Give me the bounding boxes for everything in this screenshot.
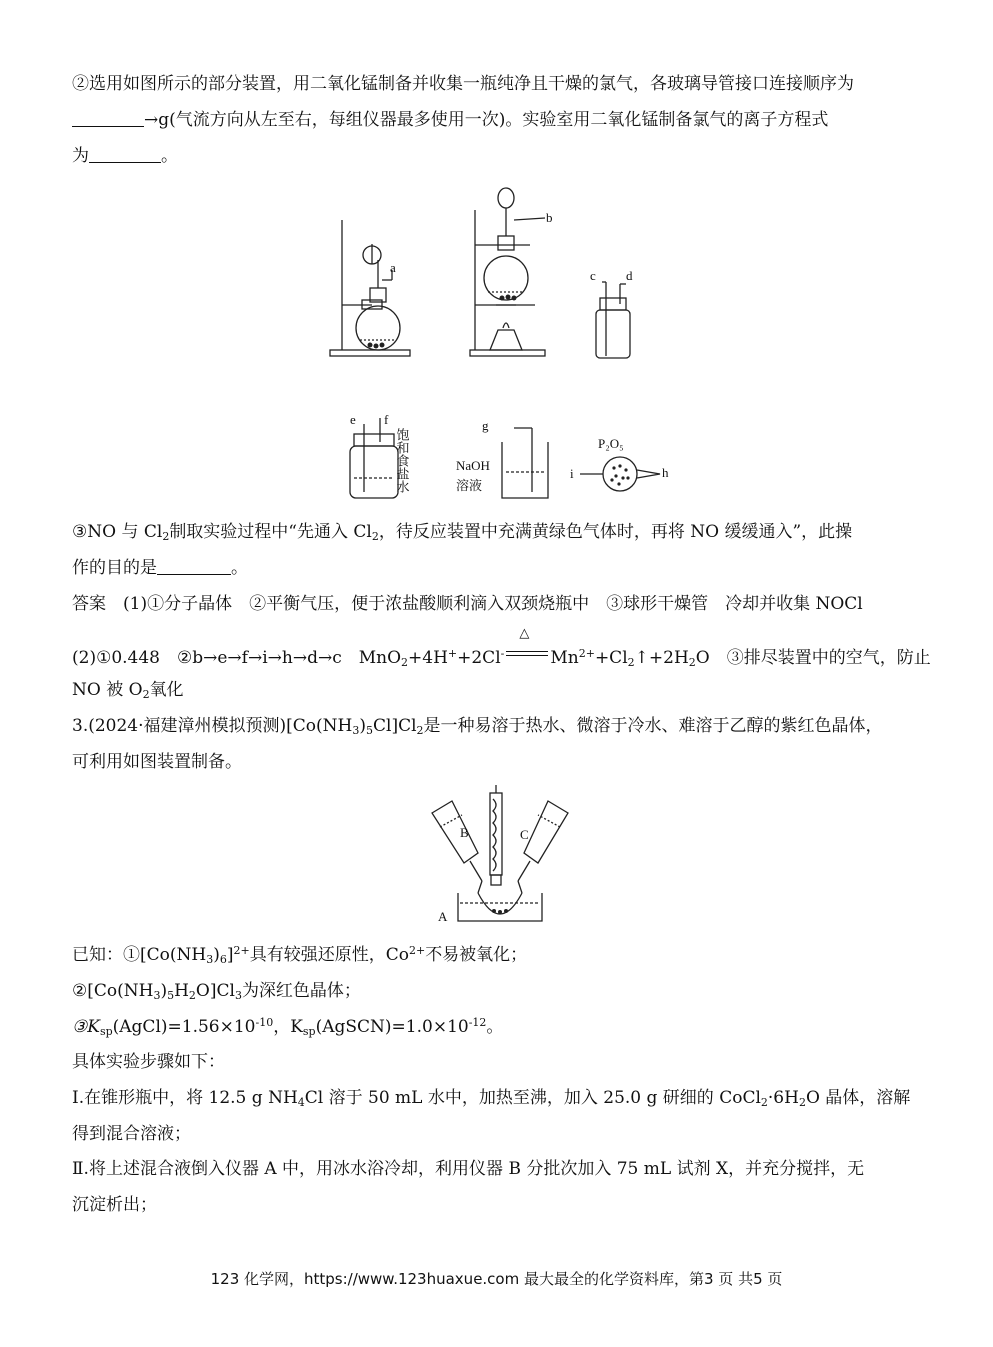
apparatus-figure-1 [320, 180, 690, 510]
known-3: $③K_{sp}(AgCl)=1.56\times 10^{-10}$，$K_{sp}(AgSCN)=1.0\times 10^{-12}$。 [72, 1016, 504, 1038]
step-2-line-2: 沉淀析出； [72, 1195, 157, 1215]
instrument-b-label: B [460, 825, 469, 840]
answer-line-3: NO 被 $O_2$氧化 [72, 680, 184, 701]
known-1: 已知：$①[Co(NH_3)_6]^{2+}$具有较强还原性，$Co^{2+}$不易被氧化； [72, 944, 528, 966]
p2o5-label: P₂O₅ [598, 436, 624, 451]
q2-line-1: ②选用如图所示的部分装置，用二氧化锰制备并收集一瓶纯净且干燥的氯气，各玻璃导管接口连接顺序为 [72, 74, 854, 94]
port-g-label: g [482, 418, 489, 433]
answer-blank[interactable] [72, 110, 144, 127]
step-1-line-1: Ⅰ.在锥形瓶中，将 12.5 g $NH_4Cl$ 溶于 50 mL 水中，加热至沸，加入 25.0 g 研细的 $CoCl_2\cdot 6H_2O$ 晶体，溶解 [72, 1088, 911, 1109]
q3-line-1: ③NO 与 $Cl_2$制取实验过程中“先通入 $Cl_2$，待反应装置中充满黄绿色气体时，再将 NO 缓缓通入”，此操 [72, 522, 853, 543]
port-e-label: e [350, 412, 356, 427]
step-1-line-2: 得到混合溶液； [72, 1124, 191, 1144]
q3-line-2: 作的目的是 。 [72, 558, 248, 578]
q2-line-2: →g(气流方向从左至右，每组仪器最多使用一次)。实验室用二氧化锰制备氯气的离子方程式 [72, 109, 828, 131]
port-i-label: i [570, 466, 574, 481]
known-2: $②[Co(NH_3)_5H_2O]Cl_3$为深红色晶体； [72, 981, 361, 1002]
answer-line-1: 答案 (1)①分子晶体 ②平衡气压，便于浓盐酸顺利滴入双颈烧瓶中 ③球形干燥管 冷却并收集 NOCl [72, 594, 863, 614]
step-2-line-1: Ⅱ.将上述混合液倒入仪器 A 中，用冰水浴冷却，利用仪器 B 分批次加入 75 mL 试剂 X，并充分搅拌，无 [72, 1159, 865, 1179]
steps-title: 具体实验步骤如下： [72, 1052, 225, 1072]
page-footer: 123 化学网，https://www.123huaxue.com 最大最全的化学资料库，第3 页 共5 页 [210, 1270, 783, 1288]
q2-line-3: 为 。 [72, 146, 178, 166]
p3-line-2: 可利用如图装置制备。 [72, 752, 242, 772]
instrument-a-label: A [438, 909, 448, 924]
port-b-label: b [546, 210, 553, 225]
naoh-label-1: NaOH [456, 458, 490, 473]
naoh-label-2: 溶液 [456, 478, 483, 493]
port-d-label: d [626, 268, 633, 283]
port-c-label: c [590, 268, 596, 283]
answer-blank[interactable] [89, 146, 161, 163]
answer-line-2: (2)①0.448 ②b→e→f→i→h→d→c MnO$_2$+4H++2Cl- △ $Mn^{2+}+Cl_2↑+2H_2O$ ③排尽装置中的空气，防止 [72, 626, 931, 669]
heating-equals-sign: △ [504, 643, 550, 665]
p3-line-1: 3.(2024·福建漳州模拟预测)$[Co(NH_3)_5Cl]Cl_2$是一种易溶于热水、微溶于冷水、难溶于乙醇的紫红色晶体， [72, 716, 883, 737]
brine-label: 饱和食盐水 [394, 428, 410, 493]
port-a-label: a [390, 260, 396, 275]
answer-blank[interactable] [157, 558, 231, 575]
port-f-label: f [384, 412, 389, 427]
instrument-c-label: C [520, 827, 529, 842]
port-h-label: h [662, 465, 669, 480]
apparatus-figure-2 [420, 785, 580, 930]
